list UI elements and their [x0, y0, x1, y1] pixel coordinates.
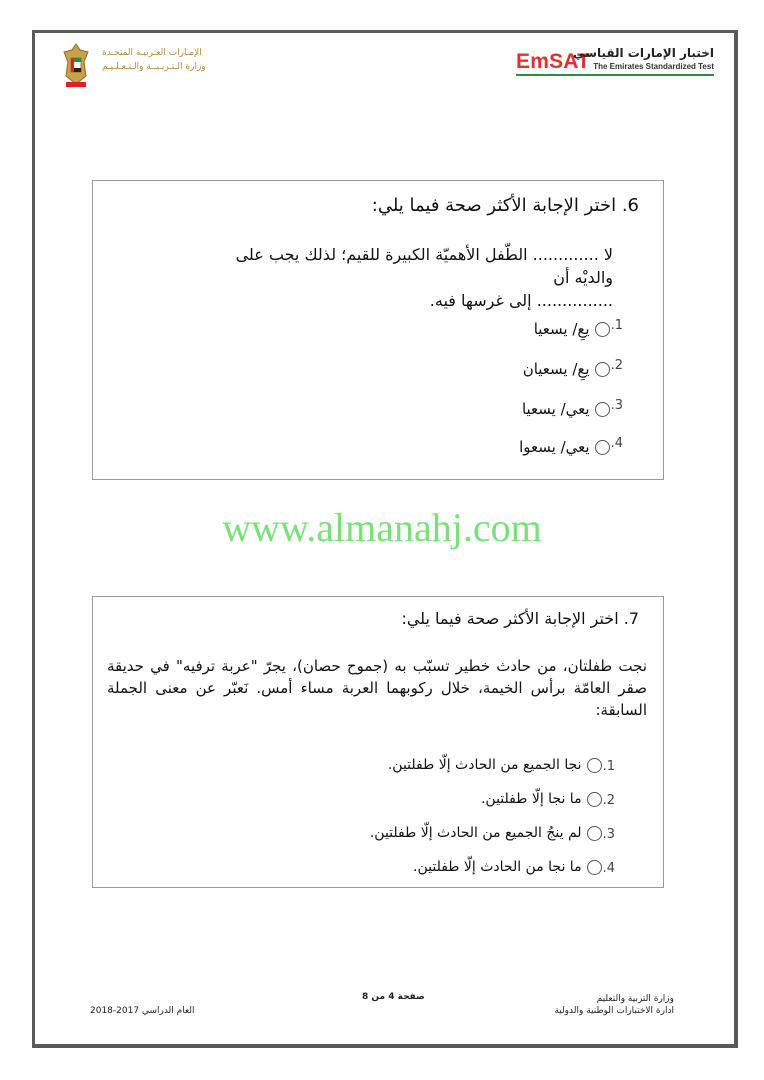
watermark-url[interactable]: www.almanahj.com: [222, 505, 542, 550]
question-7-option-4[interactable]: 4. ما نجا من الحادث إلّا طفلتين.: [413, 859, 615, 876]
radio-button-icon[interactable]: [587, 758, 602, 773]
question-6-box: [92, 180, 664, 480]
question-7-option-2[interactable]: 2. ما نجا إلّا طفلتين.: [480, 791, 615, 808]
question-7-option-3[interactable]: 3. لم ينجُ الجميع من الحادث إلّا طفلتين.: [369, 825, 615, 842]
uae-emblem-icon: [60, 42, 92, 88]
question-6-option-2[interactable]: 2. يعِ/ يسعيان: [522, 357, 623, 378]
question-7-title: 7. اختر الإجابة الأكثر صحة فيما يلي:: [401, 609, 639, 628]
question-7-option-1[interactable]: 1. نجا الجميع من الحادث إلّا طفلتين.: [387, 757, 615, 774]
radio-button-icon[interactable]: [587, 860, 602, 875]
ministry-name-line2: وزارة الـتـربـيــة والـتـعـلـيـم: [102, 62, 206, 72]
question-6-option-1[interactable]: 1. يعِ/ يسعيا: [533, 317, 623, 338]
ministry-name-line1: الإمـارات العـربيـة المتحـدة: [102, 48, 202, 58]
radio-button-icon[interactable]: [587, 792, 602, 807]
question-6-option-4[interactable]: 4. يعي/ يسعوا: [519, 435, 623, 456]
emsat-underline: [516, 74, 714, 76]
question-7-stem: نجت طفلتان، من حادث خطير تسبّب به (جموح حصان)، يجرّ "عربة ترفيه" في حديقة صقر العامّة برأس الخيمة، خلال ركوبهما العربة مساء أمس. نَعبّر عن معنى الجملة السابقة:: [107, 657, 647, 719]
radio-button-icon[interactable]: [587, 826, 602, 841]
academic-year: العام الدراسي 2017-2018: [90, 1006, 195, 1016]
radio-button-icon[interactable]: [595, 362, 610, 377]
emsat-english-name: The Emirates Standardized Test: [593, 62, 714, 71]
footer-ministry: وزارة التربية والتعليم: [596, 994, 674, 1004]
radio-button-icon[interactable]: [595, 440, 610, 455]
question-7-box: [92, 596, 664, 888]
radio-button-icon[interactable]: [595, 402, 610, 417]
footer-department: ادارة الاختبارات الوطنية والدولية: [554, 1006, 674, 1016]
emsat-logo: [516, 44, 714, 80]
ministry-logo: [58, 42, 238, 92]
radio-button-icon[interactable]: [595, 322, 610, 337]
question-6-option-3[interactable]: 3. يعي/ يسعيا: [521, 397, 623, 418]
question-6-stem-line1: لا ............. الطّفل الأهميّة الكبيرة للقيم؛ لذلك يجب على والديْه أن: [235, 245, 613, 287]
page-number: صفحة 4 من 8: [362, 992, 425, 1002]
question-6-title: 6. اختر الإجابة الأكثر صحة فيما يلي:: [371, 195, 639, 216]
question-6-stem-line2: ............... إلى غرسها فيه.: [429, 291, 613, 310]
question-6-stem: [213, 243, 613, 312]
emsat-brand: EmSAT: [516, 50, 591, 73]
emsat-arabic-name: اختبار الإمارات القياسي: [573, 46, 714, 60]
